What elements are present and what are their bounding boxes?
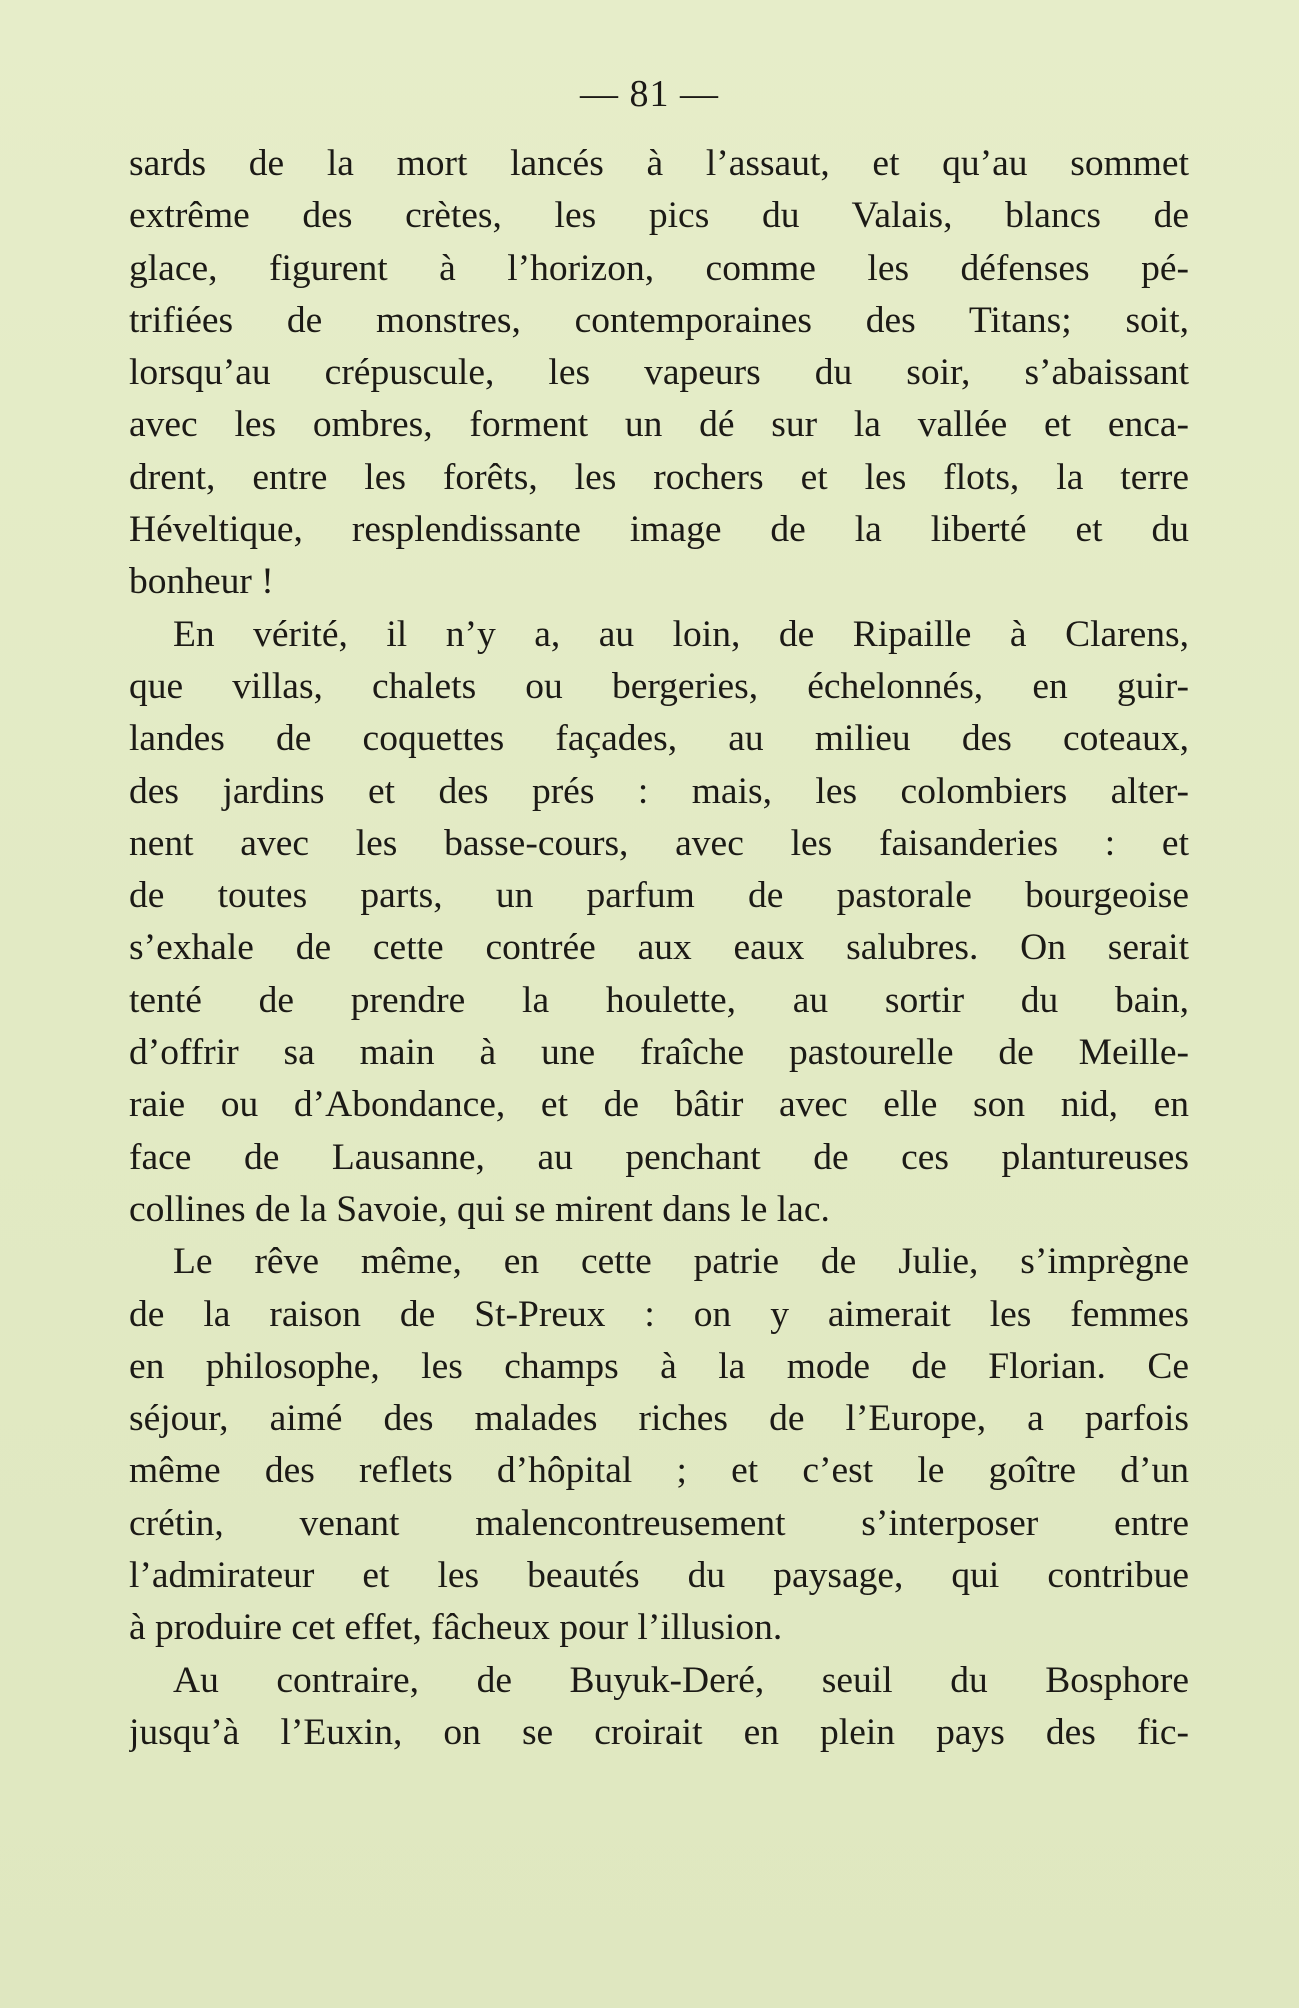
text-line: Héveltique, resplendissante image de la liberté et du (129, 509, 1189, 551)
text-line: tenté de prendre la houlette, au sortir du bain, (129, 979, 1189, 1021)
paragraph (129, 1236, 1189, 1654)
text-line: trifiées de monstres, contemporaines des Titans; soit, (129, 299, 1189, 341)
text-line: de la raison de St-Preux : on y aimerait les femmes (129, 1293, 1189, 1335)
paragraph (129, 1655, 1189, 1760)
text-line: extrême des crètes, les pics du Valais, blancs de (129, 195, 1189, 237)
text-line: sards de la mort lancés à l’assaut, et qu’au sommet (129, 143, 1189, 184)
text-line: s’exhale de cette contrée aux eaux salubres. On serait (129, 927, 1189, 969)
text-line: nent avec les basse-cours, avec les faisanderies : et (129, 822, 1189, 864)
text-line: séjour, aimé des malades riches de l’Europe, a parfois (129, 1398, 1189, 1440)
text-line: Le rêve même, en cette patrie de Julie, s’imprègne (173, 1241, 1189, 1283)
text-line: même des reflets d’hôpital ; et c’est le goître d’un (129, 1450, 1189, 1492)
text-line: à produire cet effet, fâcheux pour l’illusion. (129, 1607, 783, 1649)
text-line: glace, figurent à l’horizon, comme les défenses pé- (129, 247, 1189, 289)
text-line: jusqu’à l’Euxin, on se croirait en plein pays des fic- (129, 1711, 1189, 1753)
text-line: des jardins et des prés : mais, les colombiers alter- (129, 770, 1189, 812)
text-line: en philosophe, les champs à la mode de Florian. Ce (129, 1345, 1189, 1387)
text-line: drent, entre les forêts, les rochers et les flots, la terre (129, 456, 1189, 498)
text-line: lorsqu’au crépuscule, les vapeurs du soir, s’abaissant (129, 352, 1189, 394)
text-line: que villas, chalets ou bergeries, échelonnés, en guir- (129, 665, 1189, 707)
paragraph (129, 138, 1189, 609)
text-line: landes de coquettes façades, au milieu des coteaux, (129, 718, 1189, 760)
text-line: En vérité, il n’y a, au loin, de Ripaille à Clarens, (173, 613, 1189, 655)
text-line: crétin, venant malencontreusement s’interposer entre (129, 1502, 1189, 1544)
page-number: — 81 — (580, 73, 719, 115)
text-line: raie ou d’Abondance, et de bâtir avec elle son nid, en (129, 1084, 1189, 1126)
text-line: collines de la Savoie, qui se mirent dans le lac. (129, 1188, 830, 1230)
text-line: d’offrir sa main à une fraîche pastourelle de Meille- (129, 1032, 1189, 1074)
text-line: de toutes parts, un parfum de pastorale bourgeoise (129, 875, 1189, 917)
text-line: l’admirateur et les beautés du paysage, qui contribue (129, 1555, 1189, 1597)
text-line: avec les ombres, forment un dé sur la vallée et enca- (129, 404, 1189, 446)
paragraph (129, 609, 1189, 1237)
body-text (129, 138, 1189, 1759)
text-line: bonheur ! (129, 561, 274, 603)
text-line: Au contraire, de Buyuk-Deré, seuil du Bosphore (173, 1659, 1189, 1701)
text-line: face de Lausanne, au penchant de ces plantureuses (129, 1136, 1189, 1178)
